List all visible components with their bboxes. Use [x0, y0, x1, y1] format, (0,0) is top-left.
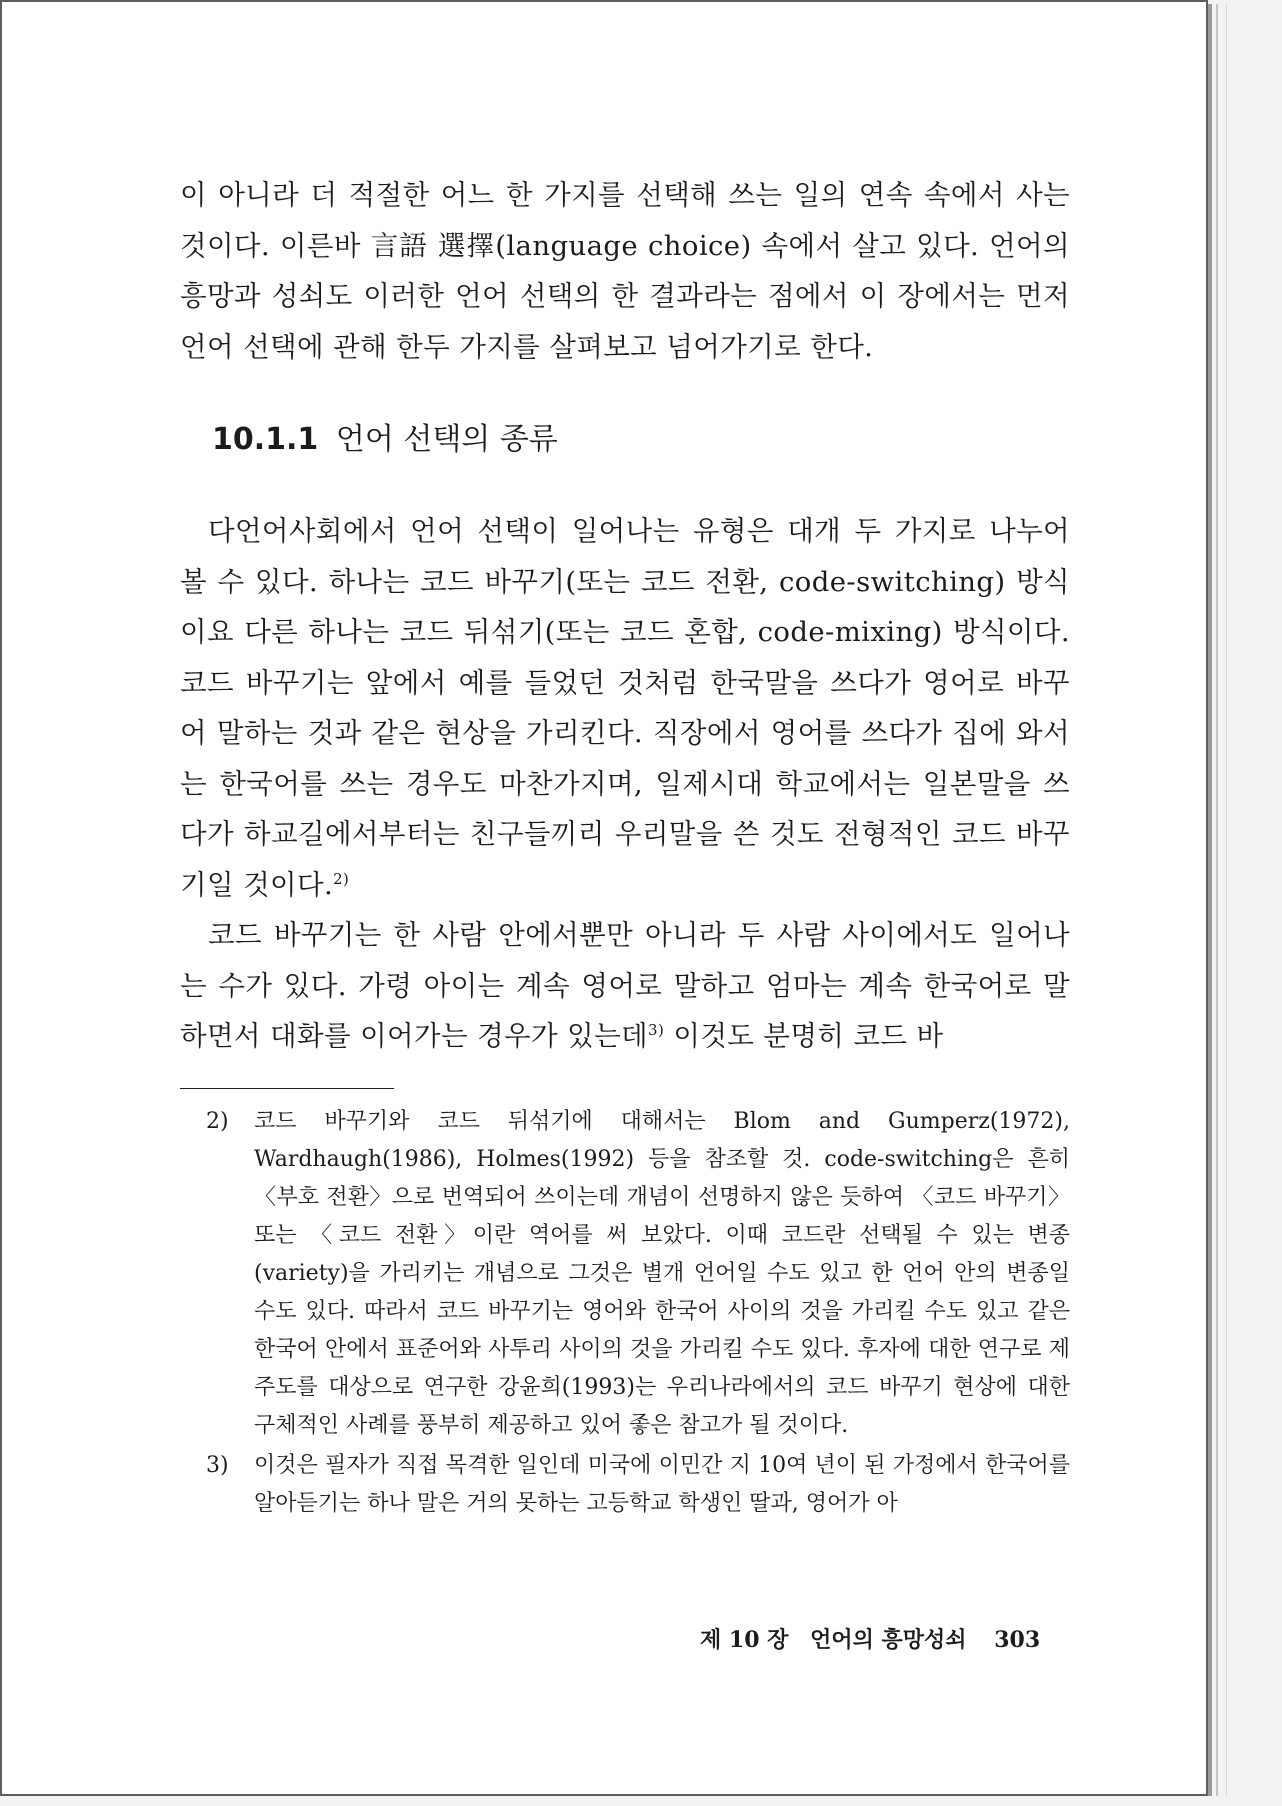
footnote-2 — [180, 1103, 1070, 1445]
paragraph — [180, 506, 1070, 910]
paragraph — [180, 910, 1070, 1062]
section-title: 언어 선택의 종류 — [335, 422, 558, 457]
footnote-number: 2) — [206, 1108, 229, 1134]
footnote-ref-2: 2) — [333, 869, 350, 888]
page-edge — [1226, 4, 1227, 1796]
page-edge — [1208, 4, 1212, 1796]
paragraph-text: 이것도 분명히 코드 바 — [664, 1020, 944, 1052]
running-footer — [700, 1620, 1080, 1660]
footnote-text: 코드 바꾸기와 코드 뒤섞기에 대해서는 Blom and Gumperz(1972), Wardhaugh(1986), Holmes(1992) 등을 참조할 것. code-switching은 흔히 〈부호 전환〉으로 번역되어 쓰이는데 개념이 선명하지 않은 듯하여 〈코드 바꾸기〉 또는 〈코드 전환〉이란 역어를 써 보았다. 이때 코드란 선택될 수 있는 변종(variety)을 가리키는 개념으로 그것은 별개 언어일 수도 있고 한 언어 안의 변종일 수도 있다. 따라서 코드 바꾸기는 영어와 한국어 사이의 것을 가리킬 수도 있고 같은 한국어 안에서 표준어와 사투리 사이의 것을 가리킬 수도 있다. 후자에 대한 연구로 제주도를 대상으로 연구한 강윤희(1993)는 우리나라에서의 코드 바꾸기 현상에 대한 구체적인 사례를 풍부히 제공하고 있어 좋은 참고가 될 것이다. — [254, 1108, 1070, 1438]
footnote-divider — [180, 1088, 394, 1089]
page-number: 303 — [994, 1627, 1041, 1653]
footnote-3 — [180, 1447, 1070, 1523]
page-content — [180, 170, 1070, 1525]
footnote-ref-3: 3) — [648, 1021, 665, 1039]
footnote-text: 이것은 필자가 직접 목격한 일인데 미국에 이민간 지 10여 년이 된 가정에서 한국어를 알아듣기는 하나 말은 거의 못하는 고등학교 학생인 딸과, 영어가 아 — [254, 1452, 1070, 1516]
paragraph-continued: 이 아니라 더 적절한 어느 한 가지를 선택해 쓰는 일의 연속 속에서 사는 것이다. 이른바 言語 選擇(language choice) 속에서 살고 있다. 언어의 흥망과 성쇠도 이러한 언어 선택의 한 결과라는 점에서 이 장에서는 먼저 언어 선택에 관해 한두 가지를 살펴보고 넘어가기로 한다. — [180, 179, 1070, 363]
paragraph-text: 다언어사회에서 언어 선택이 일어나는 유형은 대개 두 가지로 나누어 볼 수 있다. 하나는 코드 바꾸기(또는 코드 전환, code-switching) 방식이요 다른 하나는 코드 뒤섞기(또는 코드 혼합, code-mixing) 방식이다. 코드 바꾸기는 앞에서 예를 들었던 것처럼 한국말을 쓰다가 영어로 바꾸어 말하는 것과 같은 현상을 가리킨다. 직장에서 영어를 쓰다가 집에 와서는 한국어를 쓰는 경우도 마찬가지며, 일제시대 학교에서는 일본말을 쓰다가 하교길에서부터는 친구들끼리 우리말을 쓴 것도 전형적인 코드 바꾸기일 것이다. — [180, 515, 1070, 901]
footnote-number: 3) — [206, 1452, 229, 1478]
section-heading — [212, 416, 1070, 464]
paragraph-text: 코드 바꾸기는 한 사람 안에서뿐만 아니라 두 사람 사이에서도 일어나는 수가 있다. 가령 아이는 계속 영어로 말하고 엄마는 계속 한국어로 말하면서 대화를 이어가는 경우가 있는데 — [180, 919, 1070, 1052]
page-edge — [1216, 4, 1218, 1796]
chapter-title: 언어의 흥망성쇠 — [810, 1627, 967, 1653]
section-number: 10.1.1 — [212, 422, 319, 457]
chapter-label: 제 10 장 — [700, 1627, 789, 1653]
